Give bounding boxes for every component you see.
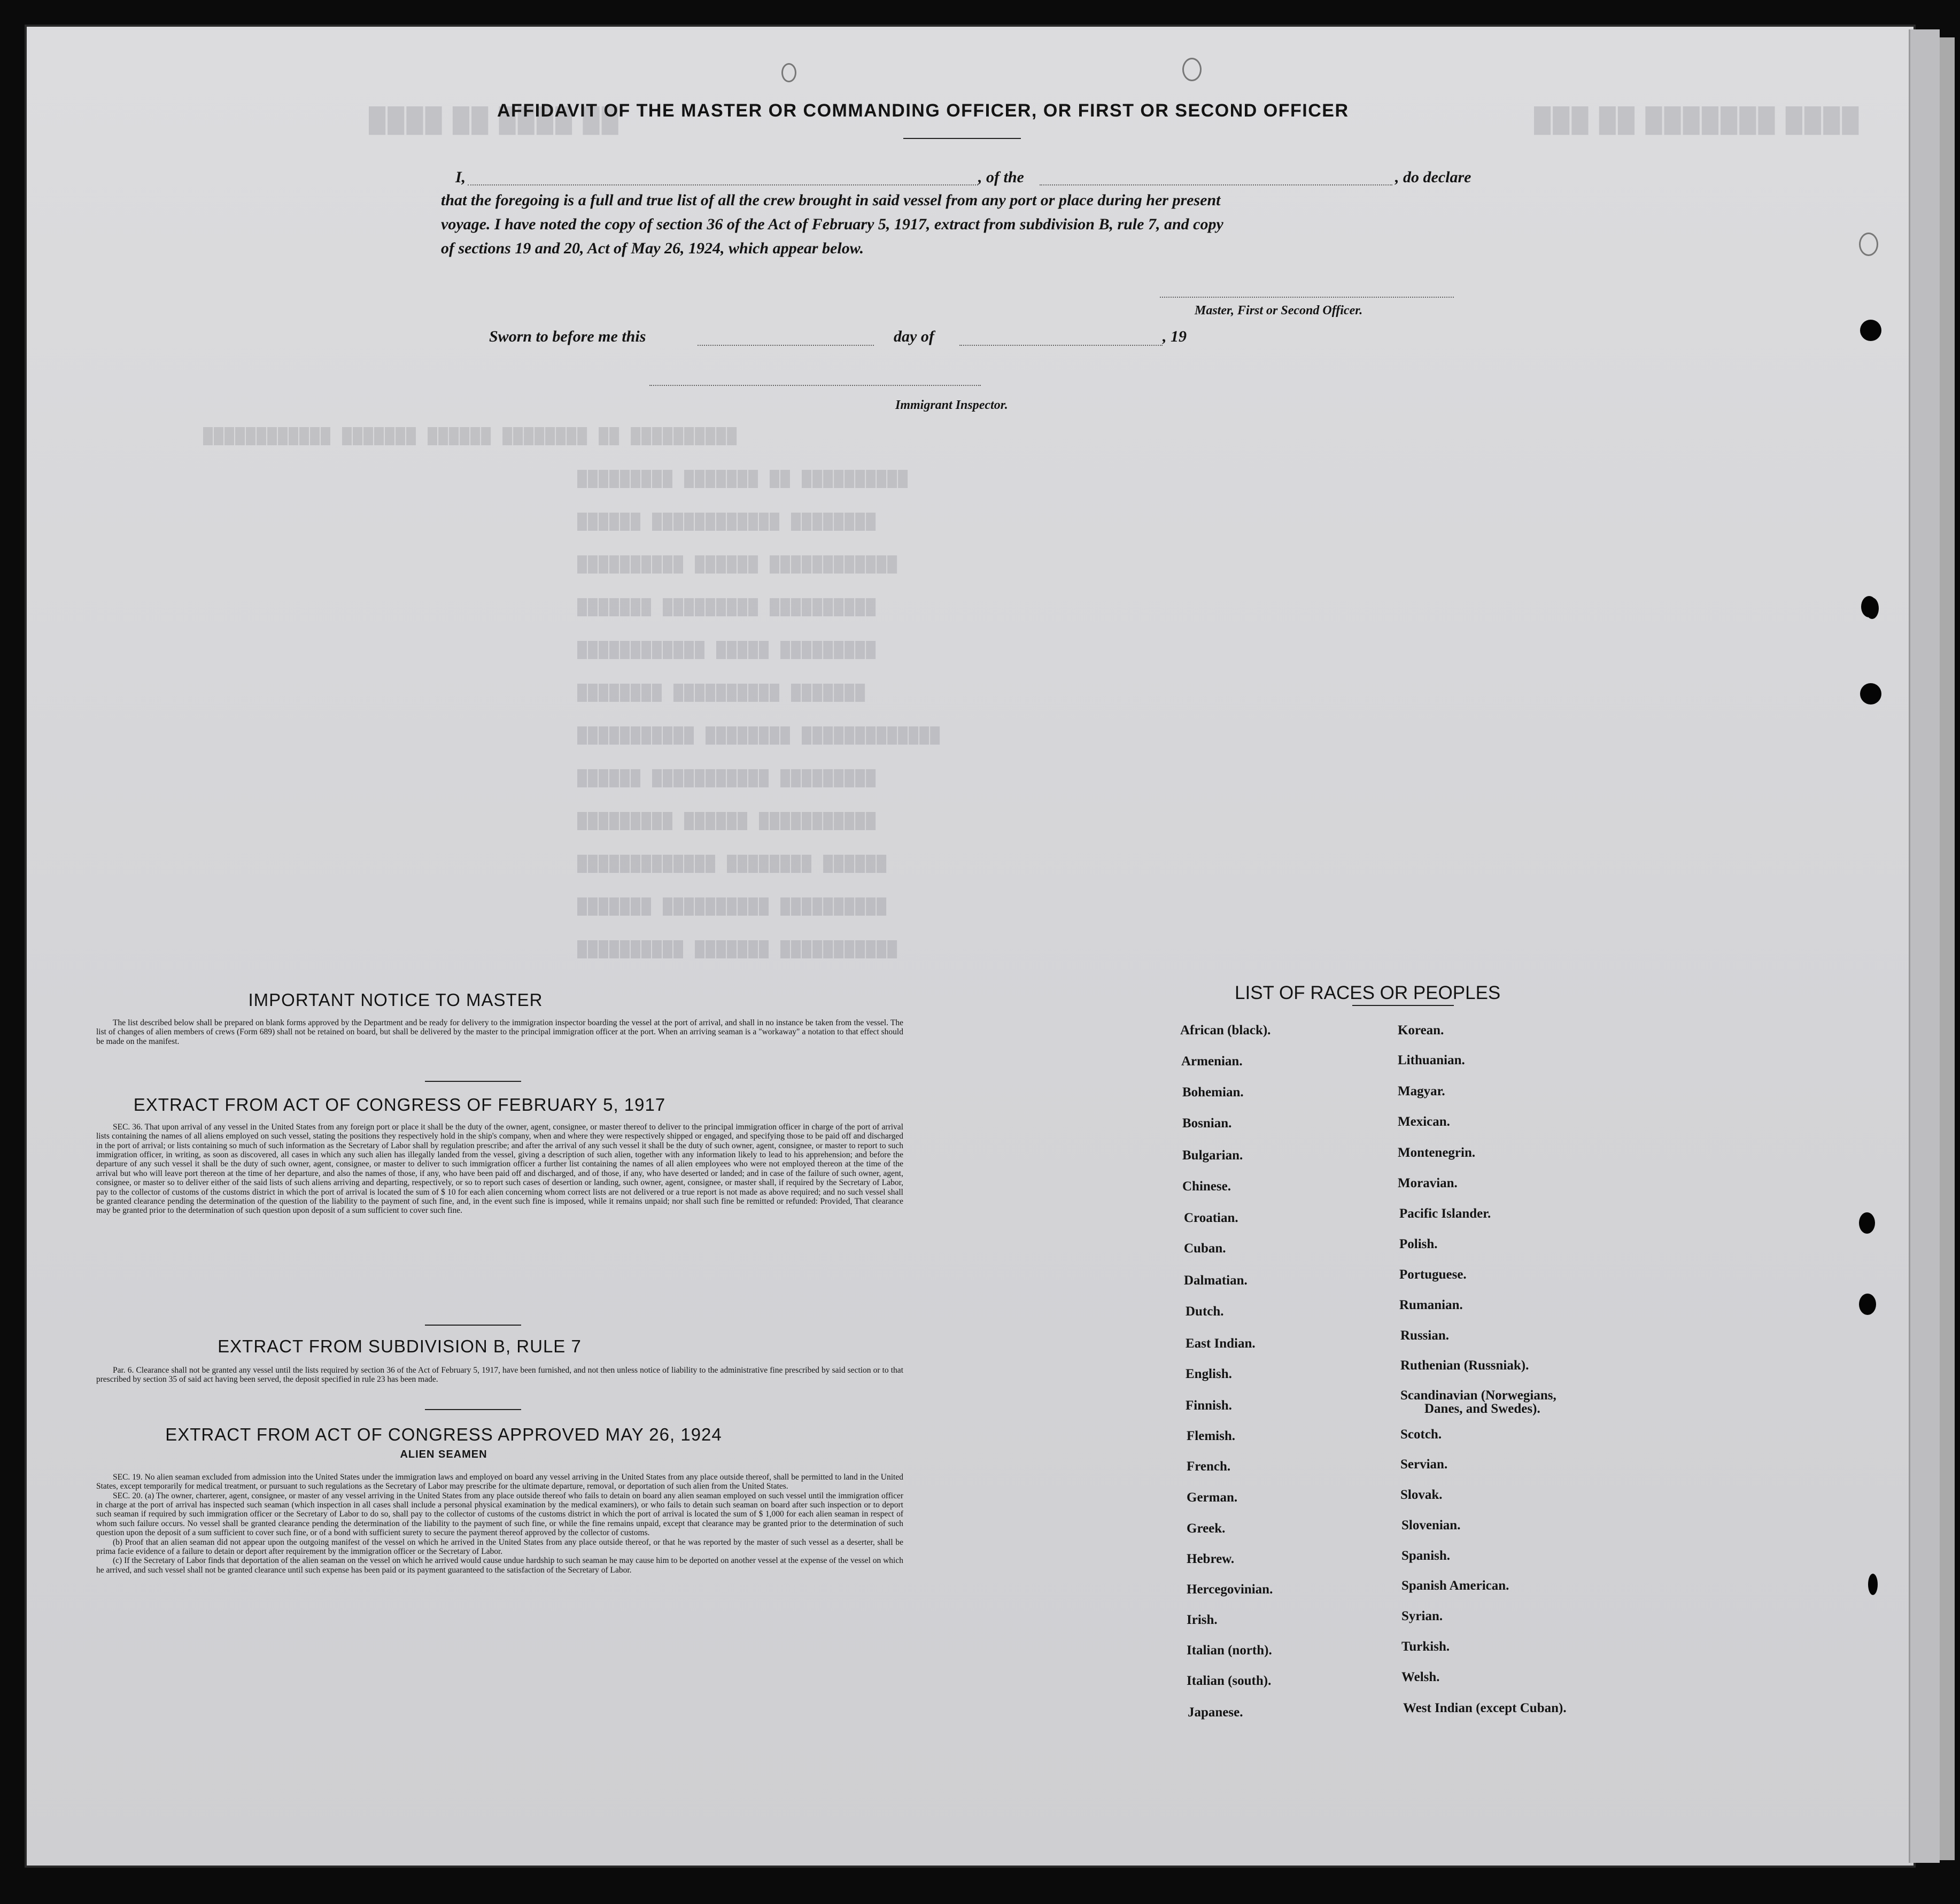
race-item: English. (1186, 1367, 1232, 1381)
race-item: Cuban. (1184, 1241, 1226, 1256)
race-item: Irish. (1187, 1613, 1218, 1627)
race-item: Bosnian. (1182, 1116, 1232, 1131)
vessel-name-field[interactable] (1040, 184, 1392, 185)
races-title-underline (1352, 1005, 1454, 1006)
binder-hole (1860, 683, 1881, 705)
binder-hole (1859, 1294, 1876, 1315)
race-item: Scotch. (1400, 1427, 1442, 1442)
notice-title: IMPORTANT NOTICE TO MASTER (248, 990, 543, 1010)
bleed-through-row: ████████ ██████████ ███████ (577, 684, 866, 702)
race-item: Greek. (1187, 1521, 1226, 1536)
race-item: Russian. (1400, 1328, 1450, 1343)
race-item: Montenegrin. (1398, 1146, 1476, 1160)
declarant-name-field[interactable] (468, 184, 978, 185)
bleed-through-row: ███████ █████████ ██████████ (577, 599, 877, 617)
race-item: African (black). (1180, 1023, 1271, 1038)
bleed-through-text: ███ ██ ███████ ████ (1534, 107, 1861, 133)
race-item: West Indian (except Cuban). (1403, 1701, 1567, 1715)
race-item: Mexican. (1398, 1114, 1450, 1129)
race-item: Bulgarian. (1182, 1148, 1243, 1163)
race-item: Lithuanian. (1398, 1053, 1465, 1067)
day-of-label: day of (894, 328, 934, 345)
race-item: Spanish American. (1401, 1578, 1509, 1593)
section-20c: (c) If the Secretary of Labor finds that deportation of the alien seaman on the vessel on which he arrived would cause undue hardship to such seaman he may cause him to be deported on another vessel at the expense of the vessel on which he arrived, and such vessel shall not be granted clearance until such expense has been paid or its payment guaranteed to the satisfaction of the Secretary of Labor. (96, 1556, 903, 1575)
bleed-through-row: █████████ ███████ ██ ██████████ (577, 470, 909, 489)
extract-1917-title: EXTRACT FROM ACT OF CONGRESS OF FEBRUARY 5, 1917 (133, 1095, 666, 1114)
affidavit-line: that the foregoing is a full and true list of all the crew brought in said vessel from any port or place during her present (441, 191, 1221, 209)
binder-hole (1859, 1212, 1875, 1234)
binder-ring (1182, 58, 1202, 81)
race-item: Flemish. (1187, 1429, 1235, 1443)
bleed-through-row: ███████ ██████████ ██████████ (577, 898, 888, 916)
race-item: Servian. (1400, 1457, 1448, 1472)
binder-ring (781, 63, 796, 82)
race-item: French. (1187, 1459, 1231, 1474)
race-item: Slovak. (1400, 1488, 1443, 1502)
inspector-signature-label: Immigrant Inspector. (895, 398, 1008, 412)
race-item: Japanese. (1188, 1705, 1243, 1720)
declarant-label: I, (455, 168, 466, 186)
affidavit-line: of sections 19 and 20, Act of May 26, 1924, which appear below. (441, 239, 864, 257)
section-20b: (b) Proof that an alien seaman did not appear upon the outgoing manifest of the vessel on which he arrived in the United States from any place outside thereof, or that he was reported by the master of such vessel as a deserter, shall be prima facie evidence of a failure to detain or deport after requirement by the immigration officer or the Secretary of Labor. (96, 1537, 903, 1556)
bleed-through-row: ████████████ ███████ ██████ ████████ ██ ██████████ (203, 428, 738, 446)
binder-hole (1865, 598, 1879, 619)
section-19: SEC. 19. No alien seaman excluded from admission into the United States under the immigration laws and employed on board any vessel arriving in the United States from any place outside thereof, shall be permitted to land in the United States, except temporarily for medical treatment, or pursuant to such regulations as the Secretary of Labor may prescribe for the ultimate departure, removal, or deportation of such alien from the United States. (96, 1473, 903, 1491)
bleed-through-row: ██████████ ███████ ███████████ (577, 941, 898, 959)
bleed-through-row: ███████████ ████████ █████████████ (577, 727, 941, 745)
race-item: Pacific Islander. (1399, 1206, 1491, 1221)
race-item: Moravian. (1398, 1176, 1458, 1190)
section-rule (425, 1409, 521, 1410)
race-item: Scandinavian (Norwegians, (1400, 1388, 1556, 1403)
race-item: Slovenian. (1401, 1518, 1461, 1533)
race-item: Ruthenian (Russniak). (1400, 1358, 1529, 1373)
rule-7-title: EXTRACT FROM SUBDIVISION B, RULE 7 (218, 1336, 582, 1356)
sworn-label: Sworn to before me this (489, 328, 646, 345)
extract-1924-body (96, 1473, 903, 1575)
page-edge (1909, 29, 1940, 1863)
race-item: German. (1187, 1490, 1238, 1505)
race-item: Hercegovinian. (1187, 1582, 1273, 1597)
race-item: Korean. (1398, 1023, 1444, 1038)
page-edge-back (1940, 37, 1955, 1860)
race-item: Turkish. (1401, 1639, 1450, 1654)
notice-body: The list described below shall be prepared on blank forms approved by the Department and be ready for delivery to the immigration inspector boarding the vessel at the port of arrival, and shall in no instance be taken from the vessel. The list of changes of alien members of crews (Form 689) shall not be retained on board, but shall be delivered by the master to the principal immigration officer at the port. When an arriving seaman is a "workaway" a notation to that effect should be made on the manifest. (96, 1018, 903, 1046)
race-item: Spanish. (1401, 1549, 1451, 1563)
race-item: Armenian. (1181, 1054, 1243, 1069)
race-item: Italian (south). (1187, 1674, 1272, 1688)
race-item: Danes, and Swedes). (1424, 1402, 1540, 1416)
race-item: Portuguese. (1399, 1267, 1467, 1282)
affidavit-line: voyage. I have noted the copy of section 36 of the Act of February 5, 1917, extract from subdivision B, rule 7, and copy (441, 215, 1223, 233)
of-the-label: , of the (978, 168, 1024, 186)
extract-1917-body: SEC. 36. That upon arrival of any vessel in the United States from any foreign port or place it shall be the duty of the owner, agent, consignee, or master thereof to deliver to the principal immigration officer in charge of the port of arrival lists containing the names of all aliens employed on such vessel, stating the positions they respectively hold in the ship's company, when and where they were respectively shipped or engaged, and specifying those to be paid off and discharged in the port of arrival; or lists containing so much of such information as the Secretary of Labor shall by regulation prescribe; and after the arrival of any such vessel it shall be the duty of such owner, agent, consignee, or master to report to such immigration officer, in writing, as soon as discovered, all cases in which any such alien has illegally landed from the vessel, giving a description of such alien, together with any information likely to lead to his apprehension; and before the departure of any such vessel it shall be the duty of such owner, agent, consignee, or master to deliver to such immigration officer a further list containing the names of all alien employees who were not employed thereon at the time of the arrival but who will leave port thereon at the time of her departure, and also the names of those, if any, who have been paid off and discharged, and of those, if any, who have deserted or landed; and in case of the failure of such owner, agent, consignee, or master so to deliver either of the said lists of such aliens arriving and departing, respectively, or so to report such cases of desertion or landing, such owner, agent, consignee, or master shall, if required by the Secretary of Labor, pay to the collector of customs of the customs district in which the port of arrival is located the sum of $ 10 for each alien concerning whom correct lists are not delivered or a true report is not made as above required; and no such vessel shall be granted clearance pending the determination of the question of the liability to the payment of such fine, and, in the event such fine is imposed, while it remains unpaid; nor shall such fine be remitted or refunded: Provided, That clearance may be granted prior to the determination of such question upon deposit of a sum sufficient to cover such fine. (96, 1123, 903, 1216)
title-rule (903, 138, 1021, 139)
year-label: , 19 (1163, 328, 1187, 345)
race-item: Croatian. (1184, 1211, 1238, 1225)
race-item: Polish. (1399, 1237, 1438, 1251)
affidavit-title: AFFIDAVIT OF THE MASTER OR COMMANDING OFFICER, OR FIRST OR SECOND OFFICER (497, 100, 1349, 121)
document-page (27, 27, 1913, 1866)
bleed-through-row: ██████ ███████████ █████████ (577, 770, 877, 788)
race-item: Dalmatian. (1184, 1273, 1248, 1288)
section-rule (425, 1325, 521, 1326)
race-item: East Indian. (1186, 1336, 1256, 1351)
bleed-through-row: ████████████ █████ █████████ (577, 641, 877, 660)
binder-hole (1868, 1574, 1878, 1595)
extract-1924-title: EXTRACT FROM ACT OF CONGRESS APPROVED MAY 26, 1924 (165, 1425, 722, 1444)
bleed-through-row: █████████ ██████ ███████████ (577, 812, 877, 831)
races-title: LIST OF RACES OR PEOPLES (1235, 982, 1501, 1003)
master-signature-label: Master, First or Second Officer. (1195, 304, 1363, 318)
bleed-through-text: ████ ██ ████ ██ (369, 107, 621, 133)
section-20a: SEC. 20. (a) The owner, charterer, agent, consignee, or master of any vessel arriving in the United States from any place outside thereof who fails to detain on board any alien seaman employed on such vessel until the immigration officer in charge at the port of arrival has inspected such seaman (which inspection in all cases shall include a personal physical examination by the medical examiners), or who fails to detain such seaman on board after such inspection or to deport such seaman if required by such immigration officer or the Secretary of Labor to do so, shall pay to the collector of customs of the customs district in which the port of arrival is located the sum of $ 1,000 for each alien seaman in respect of whom such failure occurs. No vessel shall be granted clearance pending the determination of the liability to the payment of such fine, or while the fine remains unpaid, except that clearance may be granted prior to the determination of such question upon the deposit of a sum sufficient to cover such fine, or of a bond with sufficient surety to secure the payment thereof approved by the collector of customs. (96, 1491, 903, 1538)
race-item: Italian (north). (1187, 1643, 1272, 1658)
do-declare-label: , do declare (1395, 168, 1471, 186)
race-item: Dutch. (1186, 1304, 1224, 1319)
race-item: Rumanian. (1399, 1298, 1463, 1312)
race-item: Welsh. (1401, 1670, 1440, 1684)
race-item: Syrian. (1401, 1609, 1443, 1623)
bleed-through-row: ██████████ ██████ ████████████ (577, 556, 898, 574)
rule-7-body: Par. 6. Clearance shall not be granted any vessel until the lists required by section 36 of the Act of February 5, 1917, have been furnished, and not then unless notice of liability to the administrative fine prescribed by said section or to that prescribed by section 35 of said act having been served, the deposit specified in rule 23 has been made. (96, 1366, 903, 1384)
extract-1924-subtitle: ALIEN SEAMEN (400, 1449, 487, 1460)
sworn-day-field[interactable] (698, 345, 874, 346)
race-item: Hebrew. (1187, 1552, 1235, 1566)
bleed-through-row: █████████████ ████████ ██████ (577, 855, 888, 873)
inspector-signature-field[interactable] (649, 385, 981, 386)
master-signature-field[interactable] (1160, 297, 1454, 298)
binder-ring (1859, 233, 1878, 256)
race-item: Finnish. (1186, 1398, 1232, 1413)
race-item: Bohemian. (1182, 1085, 1244, 1100)
race-item: Magyar. (1398, 1084, 1445, 1098)
race-item: Chinese. (1182, 1179, 1231, 1194)
section-rule (425, 1081, 521, 1082)
sworn-month-field[interactable] (959, 345, 1163, 346)
binder-hole (1860, 320, 1881, 341)
bleed-through-row: ██████ ████████████ ████████ (577, 513, 877, 531)
